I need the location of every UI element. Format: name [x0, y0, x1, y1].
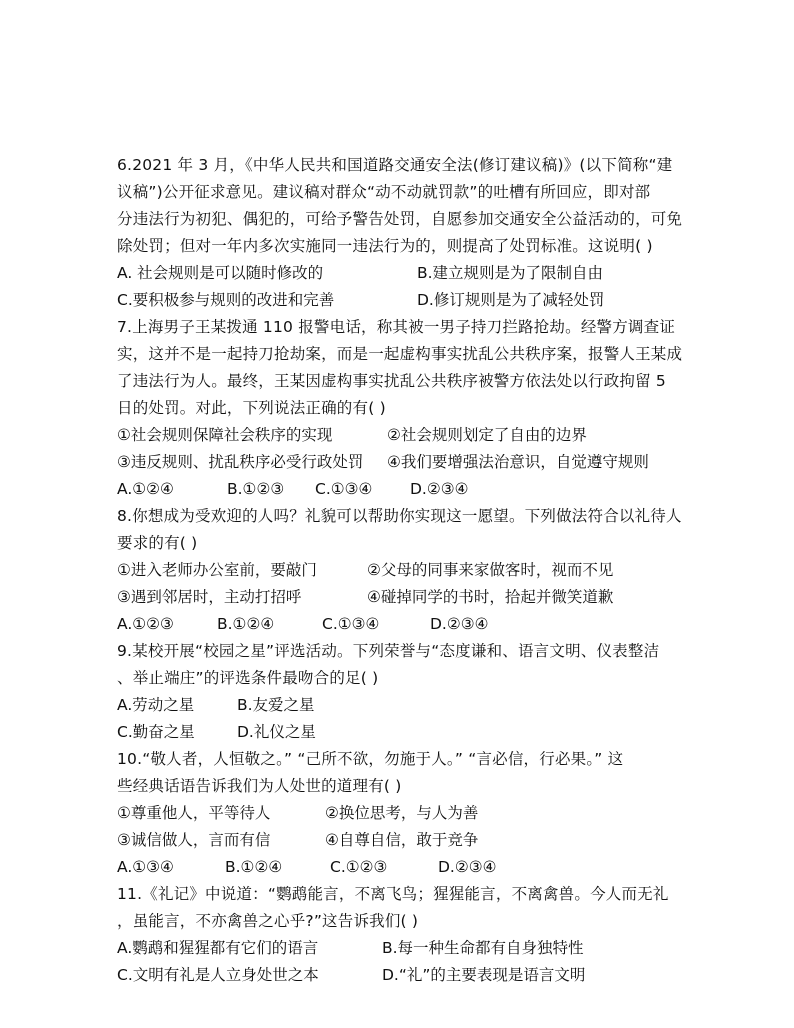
question-stem-line: 9.某校开展“校园之星”评选活动。下列荣誉与“态度谦和、语言文明、仪表整洁 — [117, 642, 660, 660]
option-b: B.建立规则是为了限制自由 — [417, 264, 604, 282]
statement-row — [117, 557, 677, 584]
question-7 — [117, 314, 683, 503]
option-row — [117, 962, 677, 989]
question-stem-line: 分违法行为初犯、偶犯的，可给予警告处罚，自愿参加交通安全公益活动的，可免 — [117, 210, 683, 228]
option-c: C.①③④ — [322, 615, 380, 633]
question-9 — [117, 638, 677, 746]
statement-row — [117, 449, 677, 476]
question-stem-line: 8.你想成为受欢迎的人吗？礼貌可以帮助你实现这一愿望。下列做法符合以礼待人 — [117, 507, 682, 525]
question-stem-line: 除处罚；但对一年内多次实施同一违法行为的，则提高了处罚标准。这说明( ) — [117, 237, 653, 255]
option-d: D.礼仪之星 — [237, 723, 316, 741]
option-b: B.①②④ — [225, 858, 283, 876]
option-c: C.勤奋之星 — [117, 723, 195, 741]
option-a: A.①②④ — [117, 480, 174, 498]
question-8 — [117, 503, 682, 638]
option-row — [117, 692, 677, 719]
option-c: C.①②③ — [330, 858, 388, 876]
statement-2: ②换位思考，与人为善 — [325, 804, 479, 822]
option-a: A. 社会规则是可以随时修改的 — [117, 264, 324, 282]
statement-2: ②社会规则划定了自由的边界 — [387, 426, 587, 444]
statement-1: ①进入老师办公室前，要敲门 — [117, 561, 317, 579]
option-row — [117, 476, 677, 503]
option-d: D.②③④ — [438, 858, 497, 876]
statement-1: ①社会规则保障社会秩序的实现 — [117, 426, 333, 444]
question-list — [117, 152, 683, 989]
statement-2: ②父母的同事来家做客时，视而不见 — [367, 561, 614, 579]
option-b: B.①②④ — [217, 615, 275, 633]
option-d: D.修订规则是为了减轻处罚 — [417, 291, 605, 309]
statement-4: ④我们要增强法治意识，自觉遵守规则 — [387, 453, 649, 471]
option-row — [117, 611, 677, 638]
option-c: C.要积极参与规则的改进和完善 — [117, 291, 335, 309]
statement-3: ③违反规则、扰乱秩序必受行政处罚 — [117, 453, 364, 471]
question-stem-line: 11.《礼记》中说道：“鹦鹉能言，不离飞鸟；猩猩能言，不离禽兽。今人而无礼 — [117, 885, 669, 903]
question-stem-line: 要求的有( ) — [117, 534, 198, 552]
question-stem-line: 些经典话语告诉我们为人处世的道理有( ) — [117, 777, 402, 795]
statement-1: ①尊重他人，平等待人 — [117, 804, 271, 822]
option-c: C.文明有礼是人立身处世之本 — [117, 966, 319, 984]
option-a: A.①②③ — [117, 615, 174, 633]
question-stem-line: 、举止端庄”的评选条件最吻合的足( ) — [117, 669, 379, 687]
option-row — [117, 854, 677, 881]
question-6 — [117, 152, 683, 314]
option-a: A.劳动之星 — [117, 696, 195, 714]
statement-3: ③遇到邻居时，主动打招呼 — [117, 588, 302, 606]
question-stem-line: 10.“敬人者，人恒敬之。” “己所不欲，勿施于人。” “言必信，行必果。” 这 — [117, 750, 624, 768]
question-stem-line: 7.上海男子王某拨通 110 报警电话，称其被一男子持刀拦路抢劫。经警方调查证 — [117, 318, 676, 336]
option-d: D.“礼”的主要表现是语言文明 — [382, 966, 586, 984]
statement-row — [117, 800, 677, 827]
question-11 — [117, 881, 677, 989]
question-stem-line: 实，这并不是一起持刀抢劫案，而是一起虚构事实扰乱公共秩序案，报警人王某成 — [117, 345, 683, 363]
statement-4: ④碰掉同学的书时，拾起并微笑道歉 — [367, 588, 614, 606]
question-10 — [117, 746, 677, 881]
question-stem-line: ，虽能言，不亦禽兽之心乎?”这告诉我们( ) — [117, 912, 419, 930]
option-row — [117, 287, 677, 314]
option-a: A.鹦鹉和猩猩都有它们的语言 — [117, 939, 319, 957]
option-c: C.①③④ — [315, 480, 373, 498]
question-stem-line: 6.2021 年 3 月，《中华人民共和国道路交通安全法(修订建议稿)》(以下简称“建 — [117, 156, 673, 174]
option-a: A.①③④ — [117, 858, 174, 876]
option-b: B.每一种生命都有自身独特性 — [382, 939, 584, 957]
option-b: B.友爱之星 — [237, 696, 315, 714]
option-row — [117, 935, 677, 962]
option-d: D.②③④ — [410, 480, 469, 498]
option-d: D.②③④ — [430, 615, 489, 633]
statement-4: ④自尊自信，敢于竞争 — [325, 831, 479, 849]
question-stem-line: 了违法行为人。最终，王某因虚构事实扰乱公共秩序被警方依法处以行政拘留 5 — [117, 372, 666, 390]
statement-row — [117, 422, 677, 449]
option-b: B.①②③ — [227, 480, 285, 498]
option-row — [117, 719, 677, 746]
statement-row — [117, 827, 677, 854]
question-stem-line: 日的处罚。对此，下列说法正确的有( ) — [117, 399, 386, 417]
option-row — [117, 260, 677, 287]
statement-3: ③诚信做人，言而有信 — [117, 831, 271, 849]
statement-row — [117, 584, 677, 611]
question-stem-line: 议稿”)公开征求意见。建议稿对群众“动不动就罚款”的吐槽有所回应，即对部 — [117, 183, 651, 201]
